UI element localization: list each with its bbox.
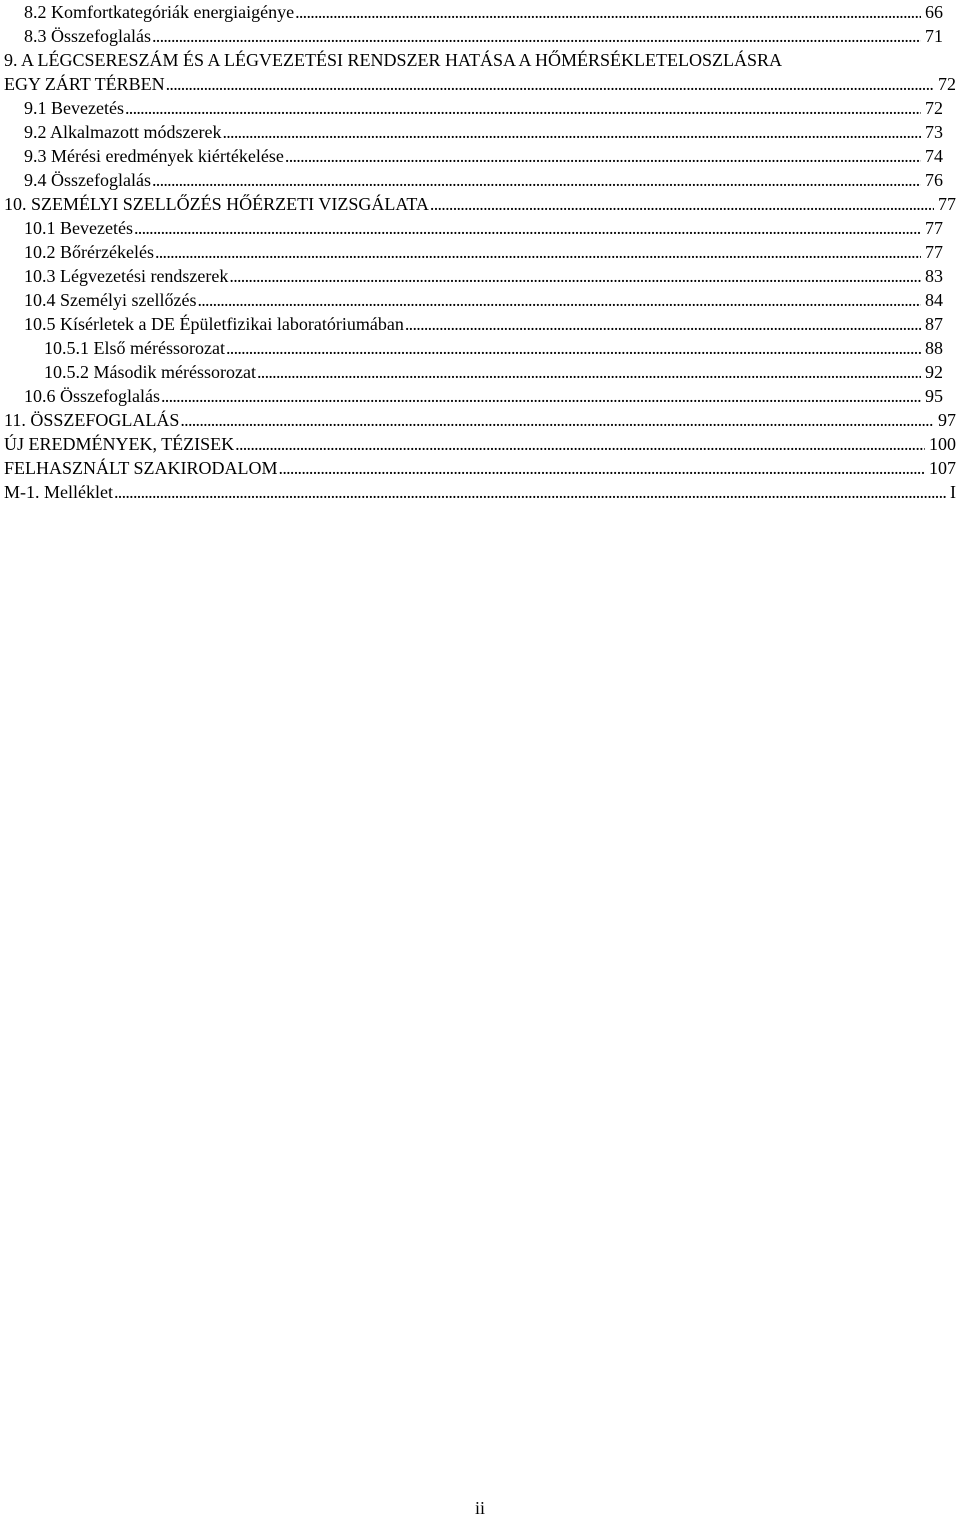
- toc-entry-title: 10.5.2 Második méréssorozat: [44, 362, 256, 382]
- toc-entry-title: 11. ÖSSZEFOGLALÁS: [4, 410, 180, 430]
- toc-entry-row: [4, 480, 956, 504]
- toc-entry-page: 74: [925, 146, 943, 166]
- toc-dot-leader: [430, 192, 934, 216]
- toc-entry-row: [24, 288, 943, 312]
- toc-entry-row: [24, 264, 943, 288]
- toc-entry-title: 8.3 Összefoglalás: [24, 26, 151, 46]
- toc-entry-row: [24, 216, 943, 240]
- toc-entry-row: [24, 96, 943, 120]
- table-of-contents: [0, 0, 960, 504]
- toc-entry-row: [4, 72, 956, 96]
- toc-entry[interactable]: [0, 312, 960, 336]
- toc-entry-page: 87: [925, 314, 943, 334]
- toc-dot-leader: [235, 432, 925, 456]
- toc-entry[interactable]: [0, 96, 960, 120]
- toc-dot-leader: [226, 336, 921, 360]
- toc-entry-title: 10. SZEMÉLYI SZELLŐZÉS HŐÉRZETI VIZSGÁLATA: [4, 194, 429, 214]
- toc-entry-row: [24, 168, 943, 192]
- toc-dot-leader: [155, 240, 921, 264]
- toc-entry-row: [24, 144, 943, 168]
- toc-entry-title: 10.5 Kísérletek a DE Épületfizikai laboratóriumában: [24, 314, 404, 334]
- toc-entry-page: 76: [925, 170, 943, 190]
- toc-dot-leader: [222, 120, 921, 144]
- toc-entry[interactable]: [0, 264, 960, 288]
- toc-entry-page: 71: [925, 26, 943, 46]
- toc-entry[interactable]: [0, 0, 960, 24]
- toc-entry-page: 84: [925, 290, 943, 310]
- toc-entry-title: FELHASZNÁLT SZAKIRODALOM: [4, 458, 278, 478]
- toc-entry[interactable]: [0, 432, 960, 456]
- toc-entry-page: 107: [929, 458, 956, 478]
- toc-entry[interactable]: [0, 216, 960, 240]
- toc-entry[interactable]: [0, 192, 960, 216]
- toc-entry-title: EGY ZÁRT TÉRBEN: [4, 74, 165, 94]
- toc-entry-row: [24, 120, 943, 144]
- toc-entry-page: 77: [925, 218, 943, 238]
- page-number: ii: [474, 1498, 485, 1518]
- toc-entry[interactable]: [0, 240, 960, 264]
- toc-entry[interactable]: [0, 336, 960, 360]
- toc-entry-title: 10.2 Bőrérzékelés: [24, 242, 154, 262]
- toc-entry-title: 10.5.1 Első méréssorozat: [44, 338, 225, 358]
- toc-entry-row: [24, 312, 943, 336]
- toc-entry[interactable]: [0, 408, 960, 432]
- toc-entry[interactable]: [0, 360, 960, 384]
- toc-dot-leader: [229, 264, 921, 288]
- toc-entry-page: 100: [929, 434, 956, 454]
- toc-entry-row: [4, 192, 956, 216]
- toc-entry-page: 77: [938, 194, 956, 214]
- toc-entry-title: 9.4 Összefoglalás: [24, 170, 151, 190]
- toc-entry[interactable]: [0, 48, 960, 96]
- toc-dot-leader: [279, 456, 925, 480]
- toc-dot-leader: [125, 96, 921, 120]
- toc-entry-page: 97: [938, 410, 956, 430]
- toc-entry-page: 72: [925, 98, 943, 118]
- toc-entry-title: 9.3 Mérési eredmények kiértékelése: [24, 146, 284, 166]
- toc-entry-title: 10.4 Személyi szellőzés: [24, 290, 197, 310]
- toc-entry-title: 8.2 Komfortkategóriák energiaigénye: [24, 2, 295, 22]
- toc-entry-title: ÚJ EREDMÉNYEK, TÉZISEK: [4, 434, 235, 454]
- toc-entry-row: [24, 240, 943, 264]
- toc-entry-title-line1: 9. A LÉGCSERESZÁM ÉS A LÉGVEZETÉSI RENDSZER HATÁSA A HŐMÉRSÉKLETELOSZLÁSRA: [4, 50, 783, 70]
- toc-entry-title: 10.6 Összefoglalás: [24, 386, 160, 406]
- toc-entry-row: [24, 24, 943, 48]
- toc-entry-page: 72: [938, 74, 956, 94]
- toc-entry[interactable]: [0, 288, 960, 312]
- toc-entry-row: [24, 0, 943, 24]
- toc-entry-page: 92: [925, 362, 943, 382]
- toc-entry-title: 10.3 Légvezetési rendszerek: [24, 266, 229, 286]
- toc-entry[interactable]: [0, 168, 960, 192]
- toc-entry-row: [4, 456, 956, 480]
- toc-dot-leader: [134, 216, 921, 240]
- toc-dot-leader: [152, 168, 921, 192]
- toc-dot-leader: [405, 312, 921, 336]
- toc-entry-title: 9.1 Bevezetés: [24, 98, 124, 118]
- toc-dot-leader: [197, 288, 921, 312]
- toc-dot-leader: [295, 0, 921, 24]
- toc-dot-leader: [285, 144, 921, 168]
- toc-entry-title: 10.1 Bevezetés: [24, 218, 133, 238]
- toc-entry-page: 83: [925, 266, 943, 286]
- toc-dot-leader: [180, 408, 934, 432]
- toc-entry-row: [4, 432, 956, 456]
- toc-entry[interactable]: [0, 24, 960, 48]
- toc-dot-leader: [161, 384, 921, 408]
- toc-dot-leader: [257, 360, 921, 384]
- toc-entry-page: 77: [925, 242, 943, 262]
- toc-entry[interactable]: [0, 384, 960, 408]
- toc-entry-row: [44, 336, 943, 360]
- toc-entry-row: [4, 408, 956, 432]
- toc-entry-title: M-1. Melléklet: [4, 482, 113, 502]
- toc-entry-row: [24, 384, 943, 408]
- toc-entry-page: 88: [925, 338, 943, 358]
- toc-entry-page: 95: [925, 386, 943, 406]
- toc-entry-row: [44, 360, 943, 384]
- toc-entry[interactable]: [0, 120, 960, 144]
- toc-dot-leader: [114, 480, 946, 504]
- toc-entry[interactable]: [0, 144, 960, 168]
- toc-entry[interactable]: [0, 480, 960, 504]
- toc-entry-page: 66: [925, 2, 943, 22]
- toc-entry-title: 9.2 Alkalmazott módszerek: [24, 122, 222, 142]
- toc-dot-leader: [166, 72, 934, 96]
- toc-dot-leader: [152, 24, 921, 48]
- toc-entry[interactable]: [0, 456, 960, 480]
- toc-entry-page: 73: [925, 122, 943, 142]
- toc-entry-page: I: [950, 482, 956, 502]
